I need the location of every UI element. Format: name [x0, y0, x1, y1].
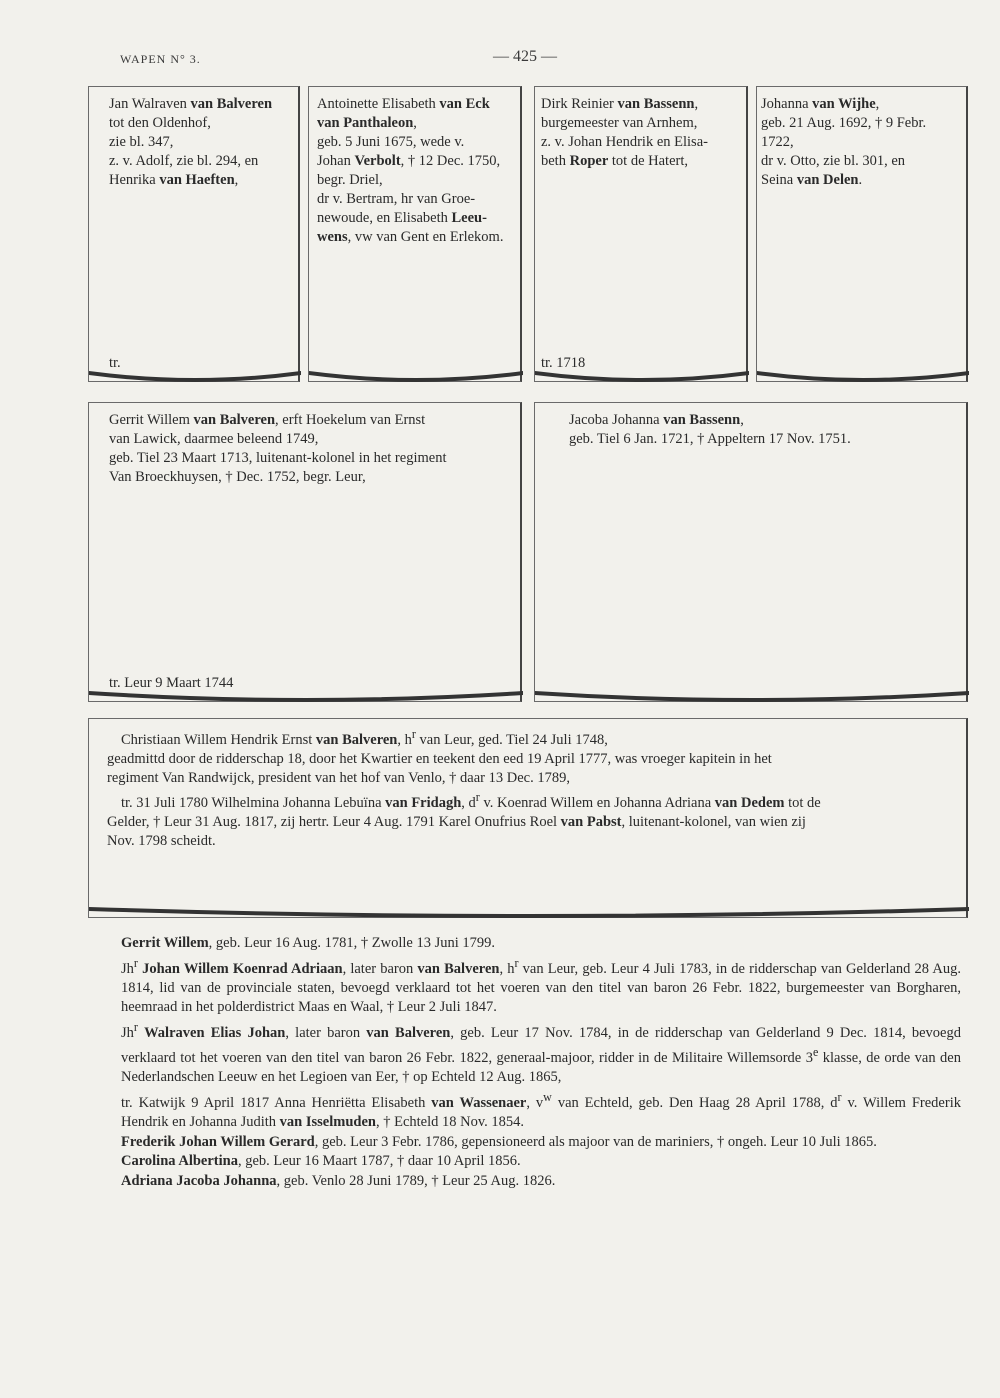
line: Dirk Reinier van Bassenn, — [541, 96, 699, 112]
line: dr v. Bertram, hr van Groe- — [317, 191, 476, 207]
line: burgemeester van Arnhem, — [541, 115, 698, 131]
line: Christiaan Willem Hendrik Ernst van Balveren, $h^r$ van Leur, ged. Tiel 24 Juli 1748, — [121, 727, 608, 748]
parent-box-1 — [88, 402, 522, 702]
ancestor-box-4 — [756, 86, 968, 382]
swoosh-ornament — [89, 905, 969, 919]
ancestor-text — [761, 95, 926, 190]
ancestor-text — [317, 95, 503, 247]
line: Jan Walraven van Balveren — [109, 96, 273, 112]
line: Henrika van Haeften, — [109, 172, 239, 188]
line: 1722, — [761, 134, 794, 150]
marriage-note: tr. Leur 9 Maart 1744 — [109, 675, 234, 691]
line: geb. Tiel 6 Jan. 1721, † Appeltern 17 Nov. 1751. — [569, 431, 851, 447]
page-number: — 425 — — [493, 48, 557, 65]
line: geb. 5 Juni 1675, wede v. — [317, 134, 465, 150]
child-entry: Adriana Jacoba Johanna, geb. Venlo 28 Juni 1789, † Leur 25 Aug. 1826. — [121, 1172, 556, 1189]
line: Johan Verbolt, † 12 Dec. 1750, — [317, 153, 501, 169]
swoosh-ornament — [89, 689, 523, 703]
line: van Panthaleon, — [317, 115, 417, 131]
line: newoude, en Elisabeth Leeu- — [317, 210, 487, 226]
line: Van Broeckhuysen, † Dec. 1752, begr. Leur, — [109, 469, 366, 485]
ancestor-text — [541, 95, 708, 171]
ancestor-box-1 — [88, 86, 300, 382]
line: tot den Oldenhof, — [109, 115, 211, 131]
parent-box-2 — [534, 402, 968, 702]
line: z. v. Johan Hendrik en Elisa- — [541, 134, 708, 150]
line: van Lawick, daarmee beleend 1749, — [109, 431, 319, 447]
subject-text — [107, 725, 957, 851]
children-list — [107, 934, 961, 1191]
swoosh-ornament — [89, 369, 301, 383]
line: geb. 21 Aug. 1692, † 9 Febr. — [761, 115, 927, 131]
marriage-note: tr. — [109, 355, 121, 371]
swoosh-ornament — [535, 369, 749, 383]
line: wens, vw van Gent en Erlekom. — [317, 229, 504, 245]
ancestor-text — [109, 95, 272, 190]
child-entry: Gerrit Willem, geb. Leur 16 Aug. 1781, † Zwolle 13 Juni 1799. — [121, 935, 496, 951]
line: geadmittd door de ridderschap 18, door het Kwartier en teekent den eed 19 April 1777, was vroeger kapitein in het — [107, 750, 772, 767]
line: Antoinette Elisabeth van Eck — [317, 96, 490, 112]
line: Seina van Delen. — [761, 172, 863, 188]
line: Gelder, † Leur 31 Aug. 1817, zij hertr. Leur 4 Aug. 1791 Karel Onufrius Roel van Pabst, luitenant-kolonel, van wien zij — [107, 813, 806, 830]
line: tr. 31 Juli 1780 Wilhelmina Johanna Lebuïna van Fridagh, $d^r$ v. Koenrad Willem en Johanna Adriana van Dedem tot de — [121, 789, 821, 811]
child-entry: Carolina Albertina, geb. Leur 16 Maart 1787, † daar 10 April 1856. — [121, 1153, 521, 1170]
line: Nov. 1798 scheidt. — [107, 832, 216, 849]
line: beth Roper tot de Hatert, — [541, 153, 688, 169]
child-entry: Jh$^r$ Johan Willem Koenrad Adriaan, later baron van Balveren, $h^r$ van Leur, geb. Leur 4 Juli 1783, in de ridderschap van Gelderland 28 Aug. 1814, lid van de provinciale staten, bevoegd verklaard tot het voeren van den titel van baron 26 Febr. 1822, burgemeester van Borgharen, heemraad in het polderdistrict Maas en Waal, † Leur 2 Juli 1847. — [121, 955, 962, 1016]
line: z. v. Adolf, zie bl. 294, en — [109, 153, 259, 169]
line: dr v. Otto, zie bl. 301, en — [761, 153, 906, 169]
parent-text — [569, 411, 851, 449]
line: zie bl. 347, — [109, 134, 174, 150]
child-entry: Frederik Johan Willem Gerard, geb. Leur 3 Febr. 1786, gepensioneerd als majoor van de mariniers, † ongeh. Leur 10 Juli 1865. — [121, 1133, 877, 1150]
child-entry: tr. Katwijk 9 April 1817 Anna Henriëtta Elisabeth van Wassenaer, $v^w$ van Echteld, geb. Den Haag 28 April 1788, $d^r$ v. Willem Frederik Hendrik en Johanna Judith van Isselmuden, † Echteld 18 Nov. 1854. — [121, 1089, 961, 1131]
subject-box — [88, 718, 968, 918]
marriage-note: tr. 1718 — [541, 355, 586, 371]
swoosh-ornament — [535, 689, 969, 703]
running-header: WAPEN N° 3. — [120, 52, 201, 66]
swoosh-ornament — [757, 369, 969, 383]
line: begr. Driel, — [317, 172, 383, 188]
line: geb. Tiel 23 Maart 1713, luitenant-kolonel in het regiment — [109, 450, 447, 466]
line: Johanna van Wijhe, — [761, 96, 880, 112]
swoosh-ornament — [309, 369, 523, 383]
ancestor-box-2 — [308, 86, 522, 382]
ancestor-box-3 — [534, 86, 748, 382]
line: regiment Van Randwijck, president van het hof van Venlo, † daar 13 Dec. 1789, — [107, 769, 570, 786]
line: Jacoba Johanna van Bassenn, — [569, 412, 744, 428]
child-entry: Jh$^r$ Walraven Elias Johan, later baron van Balveren, geb. Leur 17 Nov. 1784, in de ridderschap van Gelderland 9 Dec. 1814, bevoegd verklaard tot het voeren van den titel van baron 26 Febr. 1822, generaal-majoor, ridder in de Militaire Willemsorde 3e klasse, de orde van den Nederlandschen Leeuw en het Legioen van Eer, † op Echteld 12 Aug. 1865, — [121, 1019, 961, 1086]
parent-text — [109, 411, 446, 487]
line: Gerrit Willem van Balveren, erft Hoekelum van Ernst — [109, 412, 426, 428]
